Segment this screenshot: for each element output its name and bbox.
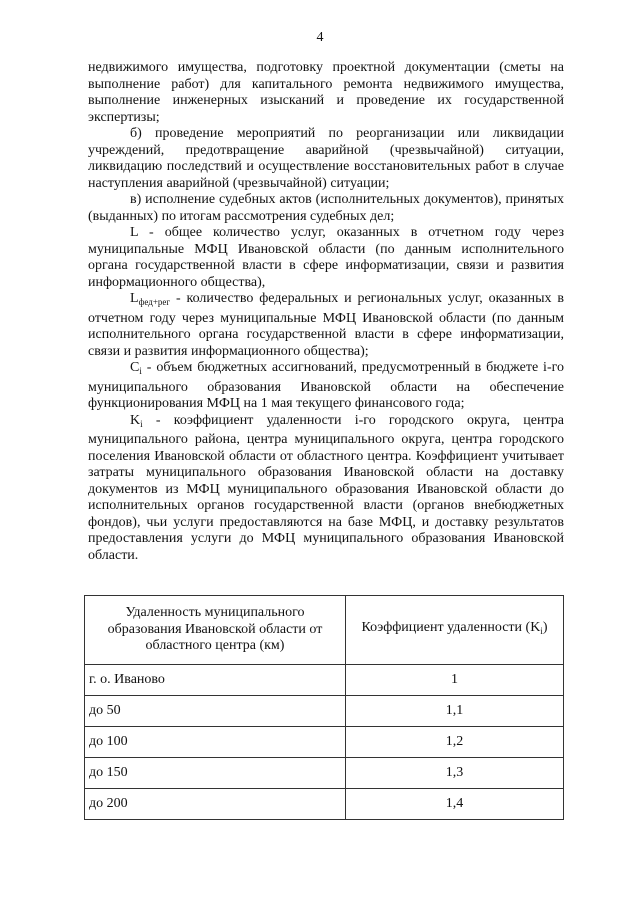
header-coefficient: Коэффициент удаленности $(K_i)$ — [346, 596, 564, 665]
table-row — [85, 727, 564, 758]
paragraph-Ki-definition — [88, 413, 564, 565]
paragraph-item-b: б) проведение мероприятий по реорганизации или ликвидации учреждений, предотвращение аварийной (чрезвычайной) ситуации, ликвидацию последствий и осуществление восстановительных работ в случае наступления аварийной (чрезвычайной) ситуации; — [88, 126, 564, 191]
distance-coefficient-table — [84, 595, 564, 820]
paragraph-continuation: недвижимого имущества, подготовку проектной документации (сметы на выполнение работ) для капитального ремонта недвижимого имущества, выполнение инженерных изысканий и проведение их государственной экспертизы; — [88, 60, 564, 125]
cell-coefficient: 1 — [346, 665, 564, 696]
symbol-K: K — [130, 412, 141, 428]
definition-text: - объем бюджетных ассигнований, предусмотренный в бюджете i-го муниципального образования Ивановской области на обеспечение функционирования МФЦ на 1 мая текущего финансового года; — [88, 360, 564, 411]
symbol-C: C — [130, 360, 140, 375]
symbol-subscript: фед+рег — [138, 297, 171, 307]
cell-coefficient: 1,4 — [346, 789, 564, 820]
cell-distance: г. о. Иваново — [85, 665, 346, 696]
definition-text: - коэффициент удаленности i-го городского округа, центра муниципального района, центра муниципального округа, центра городского поселения Ивановской области от областного центра. Коэффициент учитывает затраты муниципального образования Ивановской области на доставку документов из МФЦ муниципального образования Ивановской области до исполнительных органов государственной власти (органов внебюджетных фондов), чьи услуги предоставляются на базе МФЦ, и доставку результатов предоставления услуги до МФЦ муниципального образования Ивановской области. — [88, 412, 564, 563]
table-header-row — [85, 596, 564, 665]
symbol-subscript: i — [140, 418, 143, 429]
cell-coefficient: 1,3 — [346, 758, 564, 789]
table-row — [85, 665, 564, 696]
paragraph-Ci-definition — [88, 360, 564, 413]
paragraph-item-v: в) исполнение судебных актов (исполнительных документов), принятых (выданных) по итогам рассмотрения судебных дел; — [88, 192, 564, 224]
header-distance: Удаленность муниципального образования Ивановской области от областного центра (км) — [85, 596, 346, 665]
cell-distance: до 50 — [85, 696, 346, 727]
paragraph-L-definition: L - общее количество услуг, оказанных в отчетном году через муниципальные МФЦ Ивановской области (по данным исполнительного органа государственной власти в сфере информатизации, связи и развития информационного общества), — [88, 225, 564, 290]
cell-coefficient: 1,2 — [346, 727, 564, 758]
page-number: 4 — [316, 30, 324, 45]
table-row — [85, 758, 564, 789]
cell-distance: до 200 — [85, 789, 346, 820]
cell-coefficient: 1,1 — [346, 696, 564, 727]
table-row — [85, 696, 564, 727]
paragraph-Lfed-definition — [88, 291, 564, 360]
symbol-subscript: i — [139, 366, 142, 376]
cell-distance: до 100 — [85, 727, 346, 758]
cell-distance: до 150 — [85, 758, 346, 789]
table-row — [85, 789, 564, 820]
symbol-L: L — [130, 291, 139, 306]
document-body — [88, 60, 564, 564]
definition-text: - количество федеральных и региональных услуг, оказанных в отчетном году через муниципальные МФЦ Ивановской области (по данным исполнительного органа государственной власти в сфере информатизации, связи и развития информационного общества); — [88, 291, 564, 359]
